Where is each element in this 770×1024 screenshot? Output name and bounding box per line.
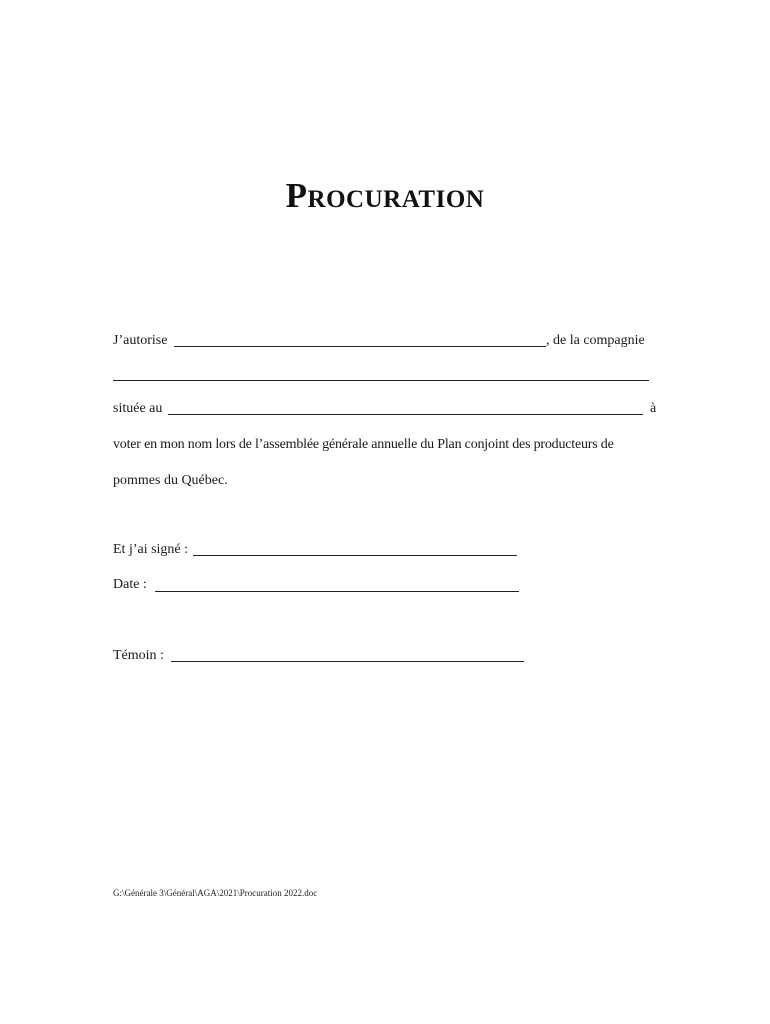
date-line <box>113 575 657 595</box>
date-blank[interactable] <box>155 591 519 592</box>
vote-text-end-line <box>113 471 657 491</box>
company-suffix: , de la compagnie <box>546 333 645 348</box>
location-blank[interactable] <box>168 414 643 415</box>
signed-line <box>113 540 657 560</box>
signed-label: Et j’ai signé : <box>113 542 189 557</box>
document-title: Procuration <box>285 176 485 215</box>
footer-file-path: G:\Générale 3\Général\AGA\2021\Procuration 2022.doc <box>113 888 318 898</box>
date-label: Date : <box>113 577 147 592</box>
witness-blank[interactable] <box>171 661 524 662</box>
located-label: située au <box>113 401 163 416</box>
company-line <box>113 366 657 386</box>
witness-label: Témoin : <box>113 648 164 663</box>
vote-text-line <box>113 435 657 455</box>
authorize-line <box>113 331 657 351</box>
location-line <box>113 399 657 419</box>
signature-blank[interactable] <box>193 555 517 556</box>
vote-text-end: pommes du Québec. <box>113 473 228 488</box>
company-blank[interactable] <box>113 380 649 381</box>
authorize-label: J’autorise <box>113 333 168 348</box>
authorized-person-blank[interactable] <box>174 346 546 347</box>
vote-text: voter en mon nom lors de l’assemblée générale annuelle du Plan conjoint des producteurs de <box>113 437 614 452</box>
witness-line <box>113 646 657 666</box>
located-suffix: à <box>650 401 657 416</box>
